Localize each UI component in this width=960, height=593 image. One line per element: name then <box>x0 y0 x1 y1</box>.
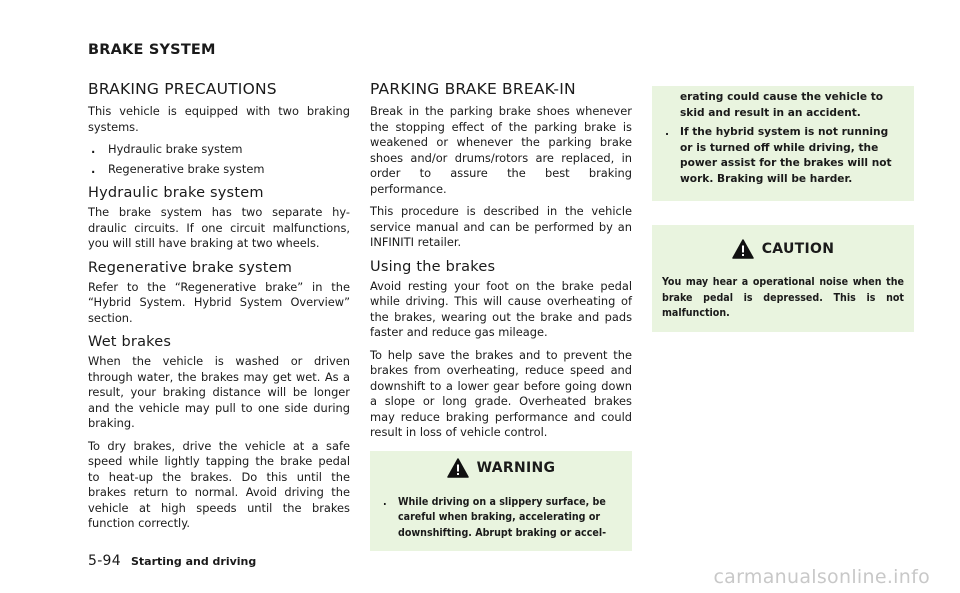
paragraph-hydraulic: The brake system has two separate hy-draulic circuits. If one circuit malfunctions, you will still have braking at two wheels. <box>88 205 350 250</box>
caution-title: CAUTION <box>761 241 835 257</box>
warning-body <box>370 485 632 552</box>
paragraph-parking-2: This procedure is described in the vehicle service manual and can be performed by an INFINITI retailer. <box>370 204 632 249</box>
heading-wet-brakes: Wet brakes <box>88 334 172 350</box>
heading-braking-precautions: BRAKING PRECAUTIONS <box>88 80 277 98</box>
page-number: 5-94 <box>88 553 121 569</box>
bullet: . <box>383 495 387 508</box>
watermark: carmanualsonline.info <box>713 566 930 588</box>
warning-item: . If the hybrid system is not running or is turned off while driving, the power assist for the brakes will not work. Braking will be harder. <box>665 126 892 185</box>
section-name: Starting and driving <box>130 555 257 568</box>
column-1 <box>88 80 350 539</box>
heading-parking-brake: PARKING BRAKE BREAK-IN <box>370 80 576 98</box>
bullet: . <box>665 126 670 138</box>
column-2 <box>370 80 632 551</box>
paragraph-using-2: To help save the brakes and to prevent the brakes from overheating, reduce speed and downshift to a lower gear before going down a slope or long grade. Overheated brakes may reduce braking performance and could result in loss of vehicle control. <box>370 347 632 439</box>
caution-text: You may hear a operational noise when the brake pedal is depressed. This is not malfunction. <box>662 276 904 319</box>
bullet: . <box>91 161 96 176</box>
paragraph-using-1: Avoid resting your foot on the brake pedal while driving. This will cause overheating of the brakes, wearing out the brake and pads faster and reduce gas mileage. <box>370 278 632 339</box>
warning-title: WARNING <box>476 459 556 476</box>
caution-body <box>652 271 914 332</box>
caution-triangle-icon <box>732 239 754 259</box>
warning-list <box>380 495 622 542</box>
heading-using-brakes: Using the brakes <box>370 258 496 275</box>
list-item: . Regenerative brake system <box>91 161 265 176</box>
warning-box <box>370 451 632 552</box>
warning-header <box>370 451 632 485</box>
warning-list-continued <box>662 86 904 187</box>
heading-hydraulic: Hydraulic brake system <box>88 185 264 201</box>
paragraph-intro: This vehicle is equipped with two braking systems. <box>88 104 350 134</box>
warning-item-continued: erating could cause the vehicle to skid and result in an accident. <box>680 91 884 119</box>
paragraph-parking-1: Break in the parking brake shoes whenever the stopping effect of the parking brake is weakened or whenever the parking brake shoes and/or drums/rotors are replaced, in order to assure the best braking performance. <box>370 104 632 196</box>
page-header: BRAKE SYSTEM <box>88 42 216 58</box>
list-item: . Hydraulic brake system <box>91 142 243 156</box>
systems-list <box>88 142 350 177</box>
paragraph-wet-1: When the vehicle is washed or driven through water, the brakes may get wet. As a result, your braking distance will be longer and the vehicle may pull to one side during braking. <box>88 354 350 430</box>
paragraph-regenerative: Refer to the “Regenerative brake” in the “Hybrid System. Hybrid System Overview” section. <box>88 279 350 325</box>
column-3 <box>652 86 914 332</box>
paragraph-wet-2: To dry brakes, drive the vehicle at a safe speed while lightly tapping the brake pedal to heat-up the brakes. Do this until the brakes return to normal. Avoid driving the vehicle at high speeds until the brakes function correctly. <box>88 438 350 530</box>
warning-box-continued <box>652 86 914 201</box>
warning-item: . While driving on a slippery surface, be careful when braking, accelerating or downshifting. Abrupt braking or accel- <box>383 495 607 539</box>
heading-regenerative: Regenerative brake system <box>88 259 293 276</box>
bullet: . <box>91 142 96 156</box>
warning-triangle-icon <box>447 458 469 478</box>
caution-header <box>652 225 914 271</box>
page-footer <box>88 553 256 569</box>
caution-box <box>652 225 914 332</box>
